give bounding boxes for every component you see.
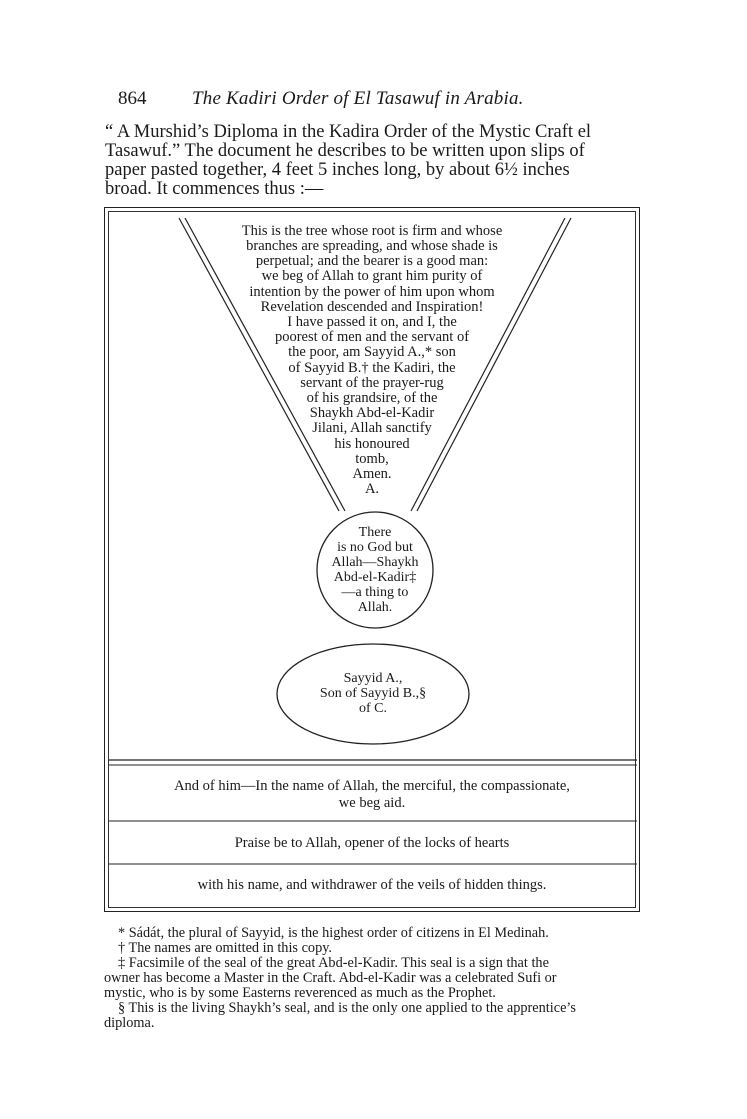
closing-row-line: Praise be to Allah, opener of the locks of hearts [234, 835, 510, 851]
triangle-line: of Sayyid B.† the Kadiri, the [288, 360, 456, 376]
diploma-frame [104, 207, 640, 912]
circle-seal-line: is no God but [337, 540, 413, 555]
circle-seal-line: Allah. [357, 600, 393, 615]
triangle-line: perpetual; and the bearer is a good man: [255, 253, 489, 269]
triangle-line: intention by the power of him upon whom [249, 284, 495, 300]
triangle-line: Shaykh Abd-el-Kadir [309, 405, 435, 421]
intro-line-1: “ A Murshid’s Diploma in the Kadira Order of the Mystic Craft el [105, 122, 592, 142]
footnote-facsimile-cont: mystic, who is by some Easterns reverenced as much as the Prophet. [104, 985, 496, 1001]
oval-seal-line: Son of Sayyid B.,§ [319, 686, 427, 701]
triangle-line: his honoured [334, 436, 410, 452]
circle-seal-line: There [358, 525, 392, 540]
triangle-line: Revelation descended and Inspiration! [260, 299, 484, 315]
triangle-line: of his grandsire, of the [306, 390, 438, 406]
closing-row-line: we beg aid. [338, 795, 406, 811]
triangle-line: servant of the prayer-rug [300, 375, 444, 391]
triangle-line: Jilani, Allah sanctify [312, 420, 432, 436]
triangle-line: poorest of men and the servant of [274, 329, 470, 345]
footnote-living-seal-cont: diploma. [104, 1015, 155, 1031]
closing-row-line: with his name, and withdrawer of the veils of hidden things. [197, 877, 547, 893]
footnote-names-omitted: † The names are omitted in this copy. [118, 940, 333, 956]
triangle-line: we beg of Allah to grant him purity of [261, 268, 483, 284]
running-title: The Kadiri Order of El Tasawuf in Arabia. [192, 88, 524, 109]
triangle-line: tomb, [355, 451, 389, 467]
circle-seal-line: —a thing to [341, 585, 409, 600]
intro-line-2: Tasawuf.” The document he describes to be written upon slips of [105, 141, 585, 161]
circle-seal-line: Abd-el-Kadir‡ [333, 570, 417, 585]
page-header [118, 88, 638, 110]
triangle-line: the poor, am Sayyid A.,* son [288, 344, 456, 360]
page-number: 864 [118, 88, 147, 109]
footnote-facsimile: ‡ Facsimile of the seal of the great Abd-el-Kadir. This seal is a sign that the [118, 955, 549, 971]
triangle-line: A. [364, 481, 380, 497]
intro-line-3: paper pasted together, 4 feet 5 inches long, by about 6½ inches [105, 160, 570, 180]
footnote-living-seal: § This is the living Shaykh’s seal, and is the only one applied to the apprentice’s [118, 1000, 576, 1016]
circle-seal-line: Allah—Shaykh [331, 555, 419, 570]
triangle-line: branches are spreading, and whose shade is [246, 238, 498, 254]
footnote-sadat: * Sádát, the plural of Sayyid, is the highest order of citizens in El Medinah. [118, 925, 549, 941]
triangle-line: This is the tree whose root is firm and whose [241, 223, 503, 239]
triangle-line: I have passed it on, and I, the [287, 314, 457, 330]
oval-seal-line: Sayyid A., [343, 671, 403, 686]
oval-seal-line: of C. [359, 701, 387, 716]
footnote-facsimile-cont: owner has become a Master in the Craft. Abd-el-Kadir was a celebrated Sufi or [104, 970, 557, 986]
intro-line-4: broad. It commences thus :— [105, 179, 324, 199]
triangle-line: Amen. [352, 466, 392, 482]
closing-row-line: And of him—In the name of Allah, the merciful, the compassionate, [174, 778, 570, 794]
